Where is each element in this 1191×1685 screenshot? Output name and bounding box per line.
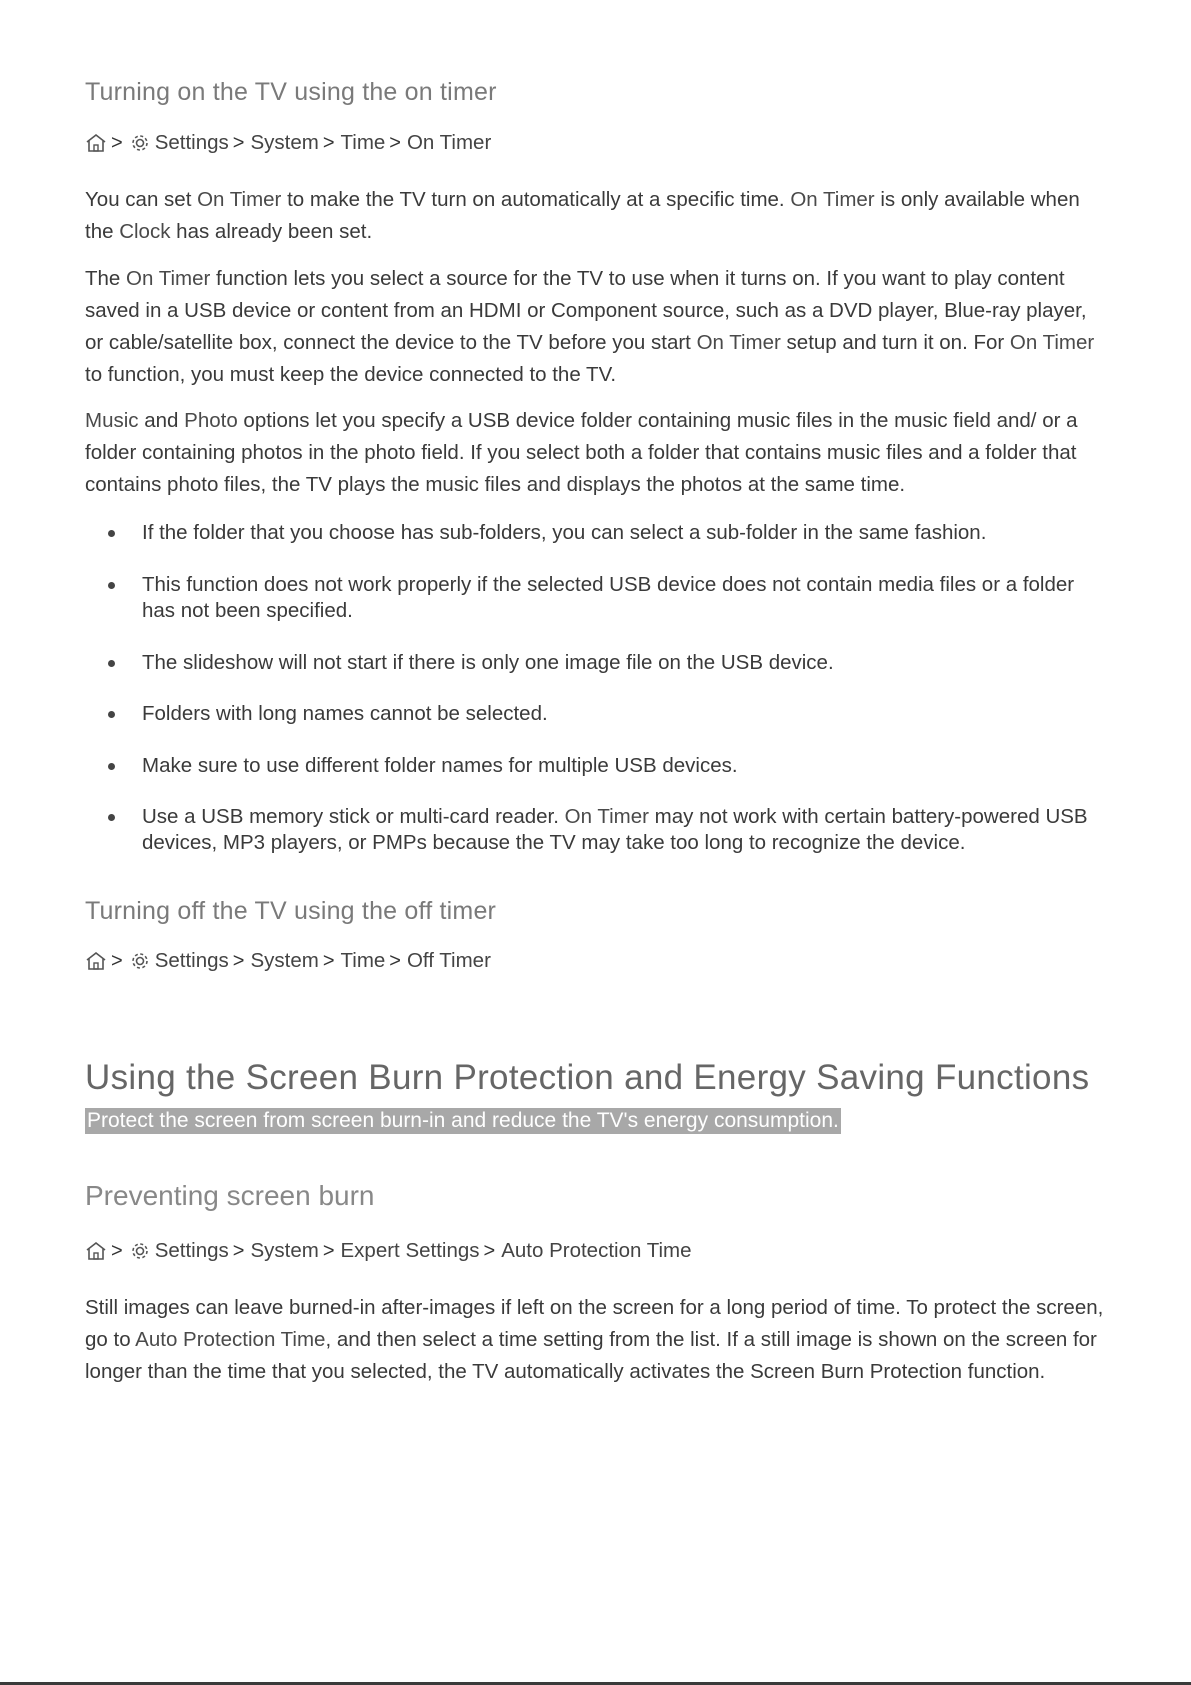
- section-heading-screen-burn: Preventing screen burn: [85, 1180, 375, 1211]
- path-separator: >: [232, 949, 245, 972]
- section-heading-off-timer: Turning off the TV using the off timer: [85, 897, 497, 925]
- home-icon: [85, 1241, 107, 1261]
- path-separator: >: [322, 949, 335, 972]
- path-separator: >: [483, 1239, 496, 1262]
- path-item-system: System: [250, 1239, 319, 1262]
- gear-icon: [129, 132, 151, 154]
- chapter-title: Using the Screen Burn Protection and Energy Saving Functions: [85, 1058, 1090, 1097]
- bullet-dot: [108, 530, 115, 537]
- bullet-dot: [108, 763, 115, 770]
- section-heading-on-timer: Turning on the TV using the on timer: [85, 78, 497, 106]
- menu-path-auto-protection: [85, 1239, 692, 1263]
- path-item-off-timer: Off Timer: [406, 949, 491, 972]
- home-icon: [85, 133, 107, 153]
- path-item-auto-protection-time: Auto Protection Time: [501, 1239, 692, 1262]
- path-item-system: System: [250, 131, 319, 154]
- path-separator: >: [111, 1239, 123, 1262]
- path-separator: >: [389, 131, 401, 154]
- bullet-dot: [108, 582, 115, 589]
- path-separator: >: [232, 1239, 245, 1262]
- path-separator: >: [111, 131, 123, 154]
- bullet-dot: [108, 711, 115, 718]
- gear-icon: [129, 950, 151, 972]
- path-item-settings: Settings: [154, 1239, 229, 1262]
- menu-path-off-timer: [85, 949, 491, 973]
- path-separator: >: [322, 131, 335, 154]
- bullet-dot: [108, 814, 115, 821]
- path-separator: >: [232, 131, 245, 154]
- path-item-system: System: [250, 949, 319, 972]
- path-item-settings: Settings: [154, 949, 229, 972]
- chapter-subtitle: Protect the screen from screen burn-in and reduce the TV's energy consumption.: [87, 1109, 839, 1132]
- paragraph-screen-burn: Still images can leave burned-in after-images if left on the screen for a long period of time. To protect the screen, go to Auto Protection Time, and then select a time setting from the list. If a still image is shown on the screen for longer than the time that you selected, the TV automatically activates the Screen Burn Protection function.: [85, 1296, 1104, 1383]
- path-separator: >: [389, 949, 401, 972]
- path-separator: >: [322, 1239, 335, 1262]
- paragraph-music-photo: Music and Photo options let you specify a USB device folder containing music files in the music field and/ or a folder containing photos in the photo field. If you select both a folder that contains music files and a folder that contains photo files, the TV plays the music files and displays the photos at the same time.: [85, 409, 1078, 496]
- gear-icon: [129, 1240, 151, 1262]
- paragraph-on-timer-function: The On Timer function lets you select a source for the TV to use when it turns on. If you want to play content saved in a USB device or content from an HDMI or Component source, such as a DVD player, Blue-ray player, or cable/satellite box, connect the device to the TV before you start On Timer setup and turn it on. For On Timer to function, you must keep the device connected to the TV.: [85, 267, 1095, 386]
- bullet-dot: [108, 660, 115, 667]
- path-item-settings: Settings: [154, 131, 229, 154]
- path-item-expert-settings: Expert Settings: [340, 1239, 480, 1262]
- home-icon: [85, 951, 107, 971]
- path-item-on-timer: On Timer: [406, 131, 492, 154]
- path-item-time: Time: [340, 949, 386, 972]
- paragraph-on-timer-intro: You can set On Timer to make the TV turn on automatically at a specific time. On Timer is only available when the Clock has already been set.: [85, 188, 1080, 243]
- menu-path-on-timer: [85, 131, 491, 155]
- path-item-time: Time: [340, 131, 386, 154]
- path-separator: >: [111, 949, 123, 972]
